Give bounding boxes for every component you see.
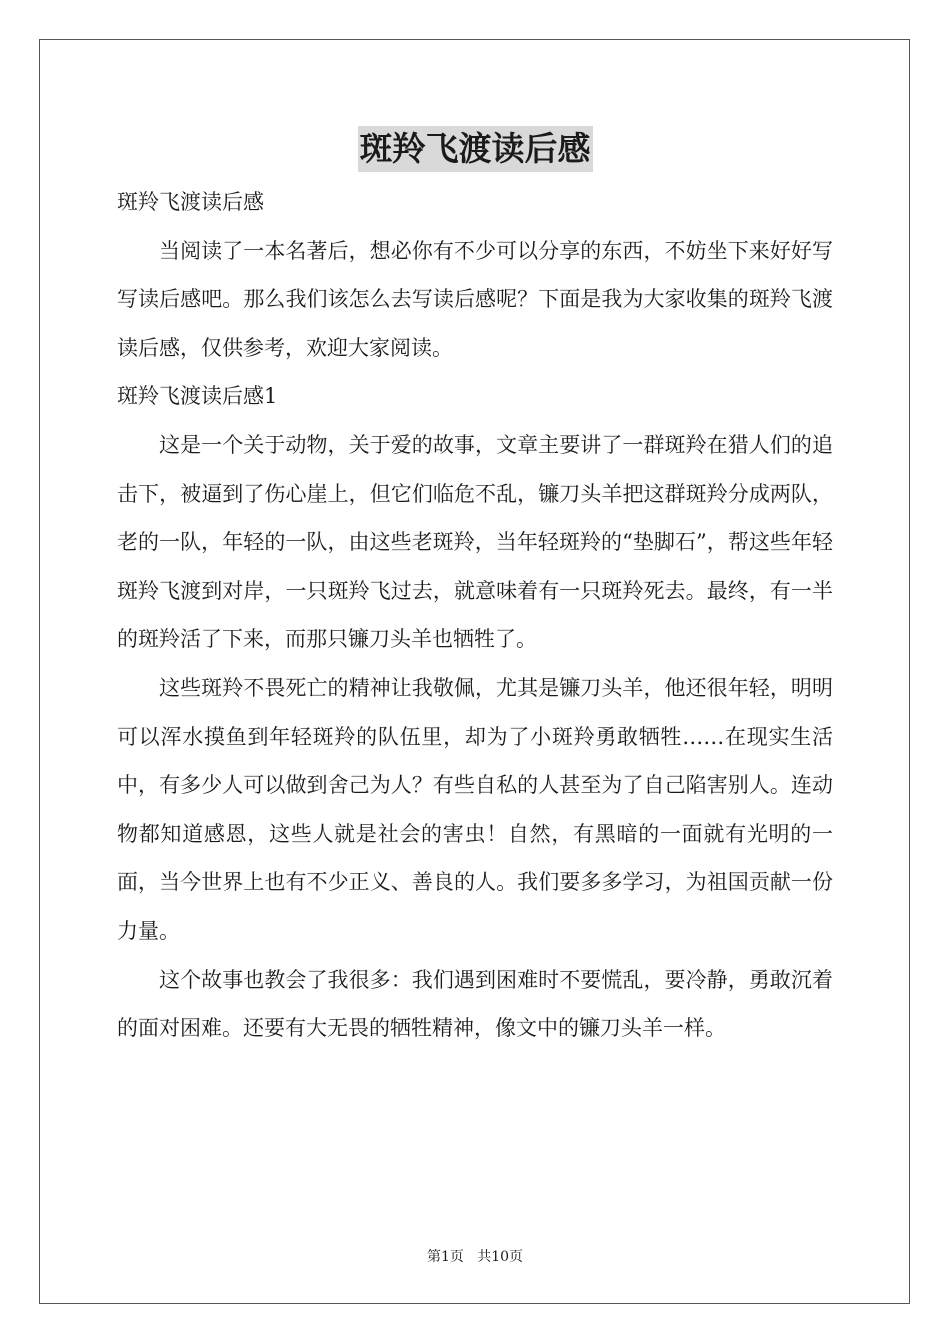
body-paragraph-1: 这是一个关于动物，关于爱的故事，文章主要讲了一群斑羚在猎人们的追击下，被逼到了伤心崖上，但它们临危不乱，镰刀头羊把这群斑羚分成两队，老的一队，年轻的一队，由这些老斑羚，当年轻斑羚的“垫脚石”，帮这些年轻斑羚飞渡到对岸，一只斑羚飞过去，就意味着有一只斑羚死去。最终，有一半的斑羚活了下来，而那只镰刀头羊也牺牲了。 [117,432,833,652]
title-container [0,126,950,172]
document-subtitle: 斑羚飞渡读后感 [117,190,264,214]
page-footer: 第1页 共10页 [426,1249,524,1265]
body-paragraph-2: 这些斑羚不畏死亡的精神让我敬佩，尤其是镰刀头羊，他还很年轻，明明可以浑水摸鱼到年轻斑羚的队伍里，却为了小斑羚勇敢牺牲……在现实生活中，有多少人可以做到舍己为人？有些自私的人甚至为了自己陷害别人。连动物都知道感恩，这些人就是社会的害虫！自然，有黑暗的一面就有光明的一面，当今世界上也有不少正义、善良的人。我们要多多学习，为祖国贡献一份力量。 [117,675,833,943]
document-title: 斑羚飞渡读后感 [358,126,593,172]
document-body [117,178,833,1053]
section-heading: 斑羚飞渡读后感1 [117,384,278,409]
intro-paragraph: 当阅读了一本名著后，想必你有不少可以分享的东西，不妨坐下来好好写写读后感吧。那么我们该怎么去写读后感呢？下面是我为大家收集的斑羚飞渡读后感，仅供参考，欢迎大家阅读。 [117,238,833,360]
body-paragraph-3: 这个故事也教会了我很多：我们遇到困难时不要慌乱，要冷静，勇敢沉着的面对困难。还要有大无畏的牺牲精神，像文中的镰刀头羊一样。 [117,967,833,1041]
